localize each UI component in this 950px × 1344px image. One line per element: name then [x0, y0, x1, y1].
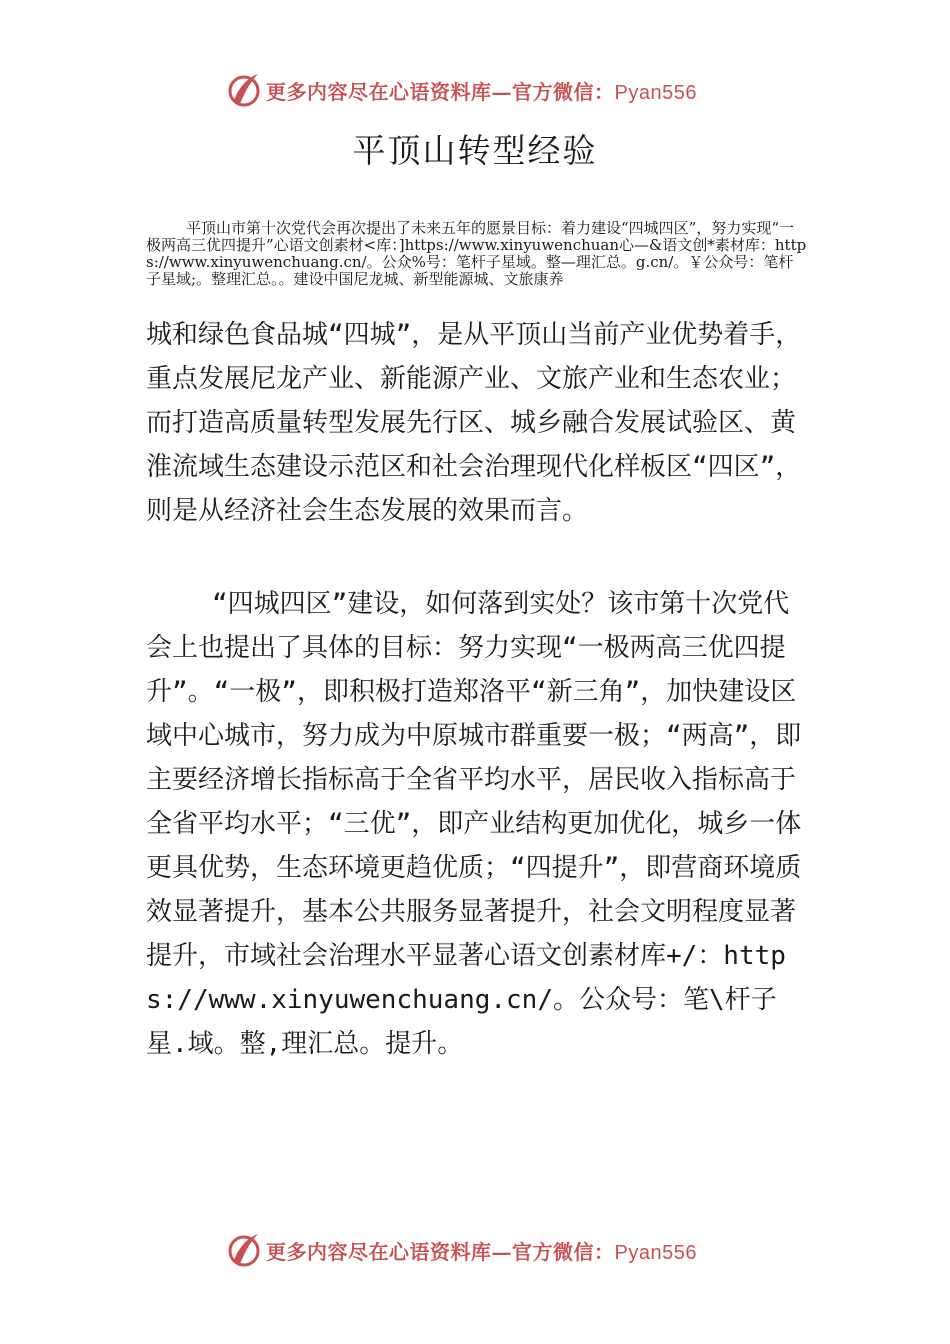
body-paragraph-2: “四城四区”建设，如何落到实处？该市第十次党代会上也提出了具体的目标：努力实现“一极两高三优四提升”。“一极”，即积极打造郑洛平“新三角”，加快建设区域中心城市，努力成为中原城市群重要一极；“两高”，即主要经济增长指标高于全省平均水平，居民收入指标高于全省平均水平；“三优”，即产业结构更加优化，城乡一体更具优势，生态环境更趋优质；“四提升”，即营商环境质效显著提升，基本公共服务显著提升，社会文明程度显著提升，市域社会治理水平显著心语文创素材库+/：https://www.xinyuwenchuang.cn/。公众号：笔\杆子星.域。整,理汇总。提升。	[146, 589, 802, 1059]
intro-paragraph: 平顶山市第十次党代会再次提出了未来五年的愿景目标：着力建设“四城四区”，努力实现“一极两高三优四提升”心语文创素材<库：]https://www.xinyuwenchuan心—&语文创*素材库：https://www.xinyuwenchuang.cn/。公众%号：笔杆子星域。整—理汇总。g.cn/。￥公众号：笔杆子星域;。整理汇总。。建设中国尼龙城、新型能源城、文旅康养	[146, 219, 807, 288]
brush-logo-icon	[226, 70, 262, 110]
body-paragraph-1: 城和绿色食品城“四城”，是从平顶山当前产业优势着手，重点发展尼龙产业、新能源产业、文旅产业和生态农业；而打造高质量转型发展先行区、城乡融合发展试验区、黄淮流域生态建设示范区和社会治理现代化样板区“四区”，则是从经济社会生态发展的效果而言。	[146, 320, 802, 526]
header-banner	[0, 70, 950, 114]
brush-logo-icon	[226, 1230, 262, 1270]
page-title: 平顶山转型经验	[352, 131, 598, 170]
footer-banner	[0, 1230, 950, 1274]
banner-slogan: 更多内容尽在心语资料库—官方微信：	[266, 80, 615, 104]
wechat-id: Pyan556	[614, 82, 697, 104]
banner-text	[266, 78, 697, 107]
banner-text	[266, 1238, 697, 1267]
wechat-id: Pyan556	[614, 1242, 697, 1264]
banner-slogan: 更多内容尽在心语资料库—官方微信：	[266, 1240, 615, 1264]
